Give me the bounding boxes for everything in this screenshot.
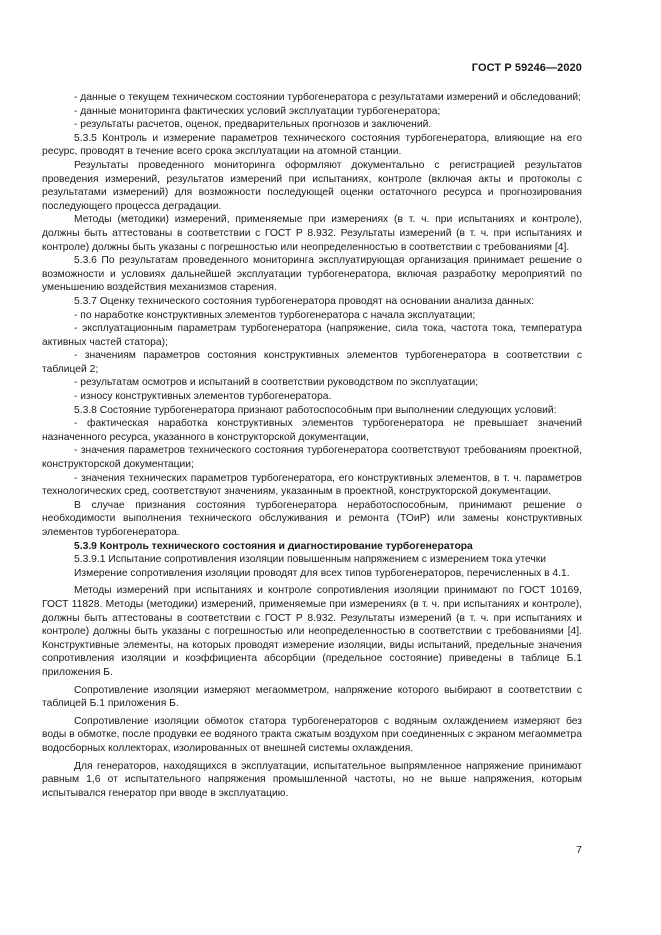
standard-header: ГОСТ Р 59246—2020 [471, 62, 582, 74]
paragraph: Результаты проведенного мониторинга оформляют документально с регистрацией результатов проведения измерений, результатов измерений при испытаниях, контроле (включая акты и протоколы с результатами измерений) для возможности последующей оценки остаточного ресурса и прогнозирования последующего процесса деградации. [42, 159, 582, 212]
list-item: - значения технических параметров турбогенератора, его конструктивных элементов, в т. ч. параметров технологических сред, соответствуют значениям, указанным в проектной, конструкторской документации. [42, 472, 582, 498]
paragraph: В случае признания состояния турбогенератора неработоспособным, принимают решение о необходимости выполнения технического обслуживания и ремонта (ТОиР) или замены конструктивных элементов турбогенератора. [42, 499, 582, 538]
paragraph: Методы измерений при испытаниях и контроле сопротивления изоляции принимают по ГОСТ 10169, ГОСТ 11828. Методы (методики) измерений, применяемые при измерениях (в т. ч. при испытаниях и контроле), должны быть аттестованы в соответствии с ГОСТ Р 8.932. Результаты измерений (в т. ч. при испытаниях и контроле) должны быть указаны с погрешностью или неопределенностью в соответствии с требованиями [4]. Конструктивные элементы, на которых проводят измерение изоляции, виды испытаний, предельные значения сопротивления изоляции и коэффициента абсорбции (предельное состояние) приведены в таблице Б.1 приложения Б. [42, 585, 582, 678]
paragraph: Измерение сопротивления изоляции проводят для всех типов турбогенераторов, перечисленных в 4.1. [74, 567, 570, 579]
paragraph: Сопротивление изоляции обмоток статора турбогенераторов с водяным охлаждением измеряют без воды в обмотке, после продувки ее водяного тракта сжатым воздухом при соединенных с экраном мегаомметра водосборных коллекторах, изолированных от внешней системы охлаждения. [42, 715, 582, 754]
list-item: - данные о текущем техническом состоянии турбогенератора с результатами измерений и обследований; [74, 92, 582, 103]
list-item: - данные мониторинга фактических условий эксплуатации турбогенератора; [74, 105, 441, 117]
list-item: - эксплуатационным параметрам турбогенератора (напряжение, сила тока, частота тока, температура активных частей статора); [42, 323, 582, 348]
paragraph: Сопротивление изоляции измеряют мегаомметром, напряжение которого выбирают в соответствии с таблицей Б.1 приложения Б. [42, 684, 582, 710]
clause-5-3-9-1: 5.3.9.1 Испытание сопротивления изоляции повышенным напряжением с измерением тока утечки [74, 554, 547, 566]
clause-5-3-6: 5.3.6 По результатам проведенного мониторинга эксплуатирующая организация принимает решение о возможности и условиях дальнейшей эксплуатации турбогенератора, включая разработку мероприятий по уменьшению воздействия механизмов старения. [42, 255, 582, 294]
paragraph: Методы (методики) измерений, применяемые при измерениях (в т. ч. при испытаниях и контроле), должны быть аттестованы в соответствии с ГОСТ Р 8.932. Результаты измерений (в т. ч. при испытаниях и контроле) должны быть указаны с погрешностью или неопределенностью в соответствии с требованиями [4]. [42, 214, 582, 253]
page-number: 7 [576, 844, 582, 856]
list-item: - фактическая наработка конструктивных элементов турбогенератора не превышает значений назначенного ресурса, указанного в конструкторской документации, [42, 418, 582, 443]
list-item: - значениям параметров состояния конструктивных элементов турбогенератора в соответствии с таблицей 2; [42, 350, 582, 375]
list-item: - износу конструктивных элементов турбогенератора. [74, 391, 332, 403]
paragraph: Для генераторов, находящихся в эксплуатации, испытательное выпрямленное напряжение принимают равным 1,6 от испытательного напряжения промышленной частоты, но не выше напряжения, которым испытывался генератор при вводе в эксплуатацию. [42, 760, 582, 799]
document-body [42, 91, 582, 800]
list-item: - результаты расчетов, оценок, предварительных прогнозов и заключений. [74, 119, 432, 131]
section-heading-5-3-9: 5.3.9 Контроль технического состояния и диагностирование турбогенератора [74, 540, 473, 552]
list-item: - по наработке конструктивных элементов турбогенератора с начала эксплуатации; [74, 309, 476, 321]
clause-5-3-7: 5.3.7 Оценку технического состояния турбогенератора проводят на основании анализа данных: [74, 295, 535, 307]
list-item: - значения параметров технического состояния турбогенератора соответствуют требованиям проектной, конструкторской документации; [42, 445, 582, 471]
clause-5-3-8: 5.3.8 Состояние турбогенератора признают работоспособным при выполнении следующих условий: [74, 404, 557, 416]
clause-5-3-5: 5.3.5 Контроль и измерение параметров технического состояния турбогенератора, влияющие на его ресурс, проводят в течение всего срока эксплуатации на атомной станции. [42, 132, 582, 158]
list-item: - результатам осмотров и испытаний в соответствии руководством по эксплуатации; [74, 377, 479, 389]
